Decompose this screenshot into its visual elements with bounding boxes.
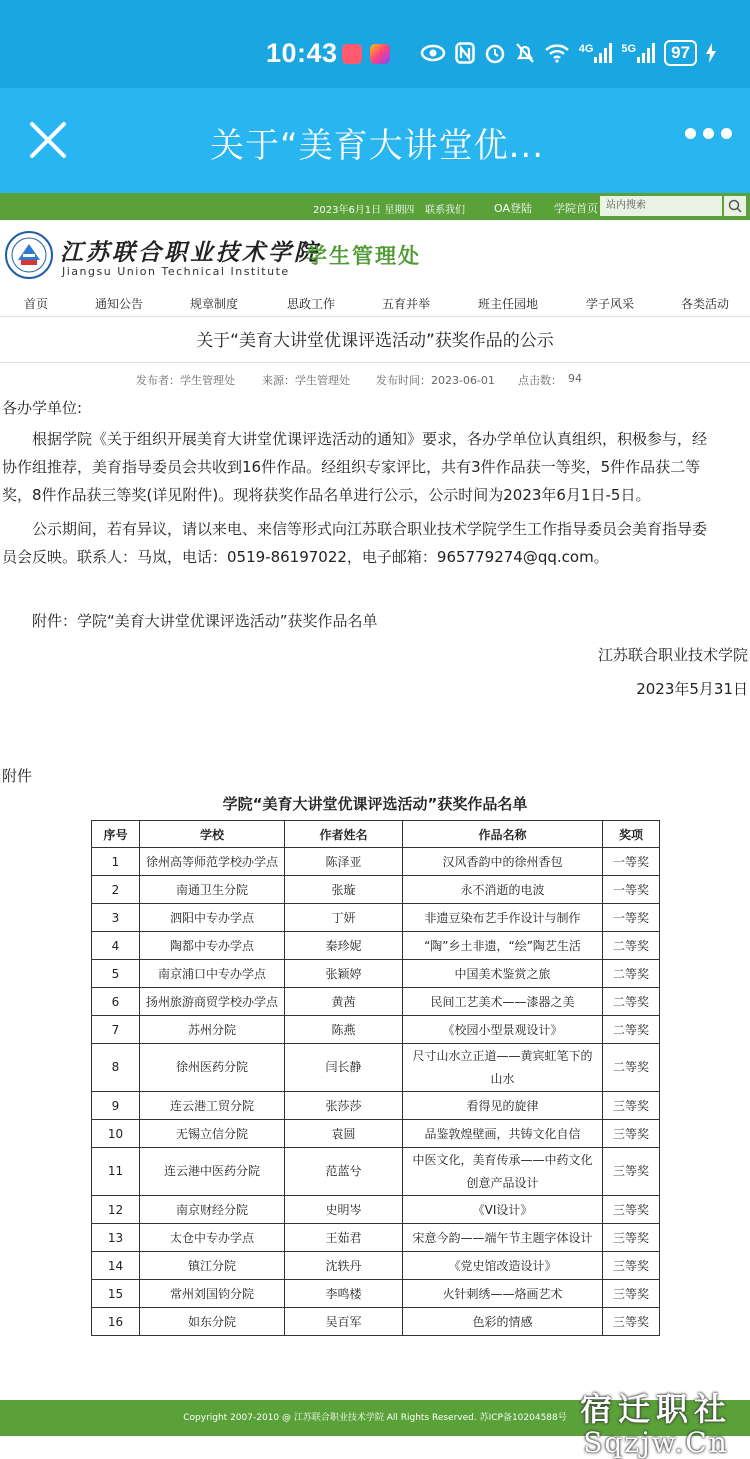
page-title: 关于“美育大讲堂优... bbox=[210, 126, 545, 166]
cell-award: 二等奖 bbox=[603, 1044, 660, 1092]
cell-school: 常州刘国钧分院 bbox=[140, 1280, 285, 1308]
cell-award: 一等奖 bbox=[603, 904, 660, 932]
table-row bbox=[92, 1196, 660, 1224]
meta-clicks: 94 bbox=[568, 372, 582, 385]
cell-school: 南京浦口中专办学点 bbox=[140, 960, 285, 988]
table-header-row bbox=[92, 821, 660, 848]
cell-author: 陈燕 bbox=[285, 1016, 403, 1044]
cell-award: 一等奖 bbox=[603, 848, 660, 876]
cell-index: 7 bbox=[92, 1016, 140, 1044]
cell-award: 三等奖 bbox=[603, 1196, 660, 1224]
cell-index: 12 bbox=[92, 1196, 140, 1224]
col-header-school: 学校 bbox=[140, 821, 285, 848]
notification-app-icon bbox=[370, 44, 390, 64]
meta-source: 来源：学生管理处 bbox=[262, 374, 350, 387]
table-row bbox=[92, 932, 660, 960]
cell-index: 2 bbox=[92, 876, 140, 904]
nav-item-activities[interactable]: 各类活动 bbox=[681, 297, 730, 311]
cell-school: 徐州医药分院 bbox=[140, 1044, 285, 1092]
cell-author: 张莎莎 bbox=[285, 1092, 403, 1120]
watermark-line2: Sqzjw.Cn bbox=[583, 1426, 729, 1459]
college-home-link[interactable]: 学院首页 bbox=[554, 202, 598, 215]
cell-school: 南京财经分院 bbox=[140, 1196, 285, 1224]
col-header-work: 作品名称 bbox=[403, 821, 603, 848]
school-name-cn: 江苏联合职业技术学院 bbox=[60, 239, 320, 266]
meta-publisher: 发布者：学生管理处 bbox=[136, 374, 235, 387]
attachment-label: 附件 bbox=[2, 767, 33, 785]
cell-work: 中国美术鉴赏之旅 bbox=[403, 960, 603, 988]
cell-work: 民间工艺美术——漆器之美 bbox=[403, 988, 603, 1016]
table-row bbox=[92, 960, 660, 988]
cell-school: 扬州旅游商贸学校办学点 bbox=[140, 988, 285, 1016]
mute-icon bbox=[515, 42, 535, 64]
site-footer: Copyright 2007-2010 @ 江苏联合职业技术学院 All Rights Reserved. 苏ICP备10204588号 bbox=[0, 1400, 750, 1436]
oa-login-link[interactable]: OA登陆 bbox=[494, 202, 532, 215]
table-row bbox=[92, 1044, 660, 1092]
cell-author: 闫长静 bbox=[285, 1044, 403, 1092]
table-row bbox=[92, 988, 660, 1016]
cell-school: 陶都中专办学点 bbox=[140, 932, 285, 960]
table-row bbox=[92, 1280, 660, 1308]
search-button[interactable] bbox=[724, 196, 746, 216]
cell-author: 黄茜 bbox=[285, 988, 403, 1016]
cell-award: 三等奖 bbox=[603, 1092, 660, 1120]
battery-indicator: 97 bbox=[664, 40, 697, 66]
current-date: 2023年6月1日 星期四 bbox=[313, 205, 415, 216]
cell-index: 13 bbox=[92, 1224, 140, 1252]
cell-work: 品鉴敦煌壁画，共铸文化自信 bbox=[403, 1120, 603, 1148]
cell-index: 6 bbox=[92, 988, 140, 1016]
signal-4g: 4G bbox=[579, 43, 613, 63]
cell-work: “陶”乡土非遗，“绘”陶艺生活 bbox=[403, 932, 603, 960]
col-header-author: 作者姓名 bbox=[285, 821, 403, 848]
cell-work: 尺寸山水立正道——黄宾虹笔下的山水 bbox=[403, 1044, 603, 1092]
signature: 江苏联合职业技术学院 bbox=[597, 646, 748, 664]
nav-item-home[interactable]: 首页 bbox=[24, 297, 49, 311]
department-name: 学生管理处 bbox=[306, 243, 421, 268]
cell-school: 镇江分院 bbox=[140, 1252, 285, 1280]
table-row bbox=[92, 1148, 660, 1196]
cell-award: 二等奖 bbox=[603, 1016, 660, 1044]
paragraph-line: 公示期间，若有异议，请以来电、来信等形式向江苏联合职业技术学院学生工作指导委员会美育指导委 bbox=[32, 520, 708, 538]
contact-link[interactable]: 联系我们 bbox=[425, 205, 465, 216]
cell-work: 色彩的情感 bbox=[403, 1308, 603, 1336]
cell-work: 火针刺绣——烙画艺术 bbox=[403, 1280, 603, 1308]
cell-author: 范蓝兮 bbox=[285, 1148, 403, 1196]
nav-item-notices[interactable]: 通知公告 bbox=[95, 297, 144, 311]
divider bbox=[0, 316, 750, 317]
cell-index: 16 bbox=[92, 1308, 140, 1336]
cell-work: 《VI设计》 bbox=[403, 1196, 603, 1224]
cell-author: 吴百军 bbox=[285, 1308, 403, 1336]
cell-index: 3 bbox=[92, 904, 140, 932]
site-top-bar bbox=[0, 193, 750, 220]
signal-icon bbox=[637, 43, 655, 63]
cell-index: 10 bbox=[92, 1120, 140, 1148]
divider bbox=[0, 362, 750, 363]
nav-item-regulations[interactable]: 规章制度 bbox=[190, 297, 239, 311]
col-header-index: 序号 bbox=[92, 821, 140, 848]
clock: 10:43 bbox=[266, 38, 338, 68]
cell-school: 苏州分院 bbox=[140, 1016, 285, 1044]
cell-school: 如东分院 bbox=[140, 1308, 285, 1336]
cell-author: 王茹君 bbox=[285, 1224, 403, 1252]
table-row bbox=[92, 1092, 660, 1120]
signal-icon bbox=[594, 43, 612, 63]
cell-school: 连云港中医药分院 bbox=[140, 1148, 285, 1196]
nfc-icon bbox=[455, 42, 475, 64]
main-nav bbox=[0, 292, 750, 314]
cell-school: 徐州高等师范学校办学点 bbox=[140, 848, 285, 876]
cell-work: 看得见的旋律 bbox=[403, 1092, 603, 1120]
cell-author: 袁圆 bbox=[285, 1120, 403, 1148]
site-header bbox=[0, 224, 750, 288]
app-bar bbox=[0, 88, 750, 193]
cell-work: 中医文化，美育传承——中药文化创意产品设计 bbox=[403, 1148, 603, 1196]
table-row bbox=[92, 1224, 660, 1252]
cell-school: 太仓中专办学点 bbox=[140, 1224, 285, 1252]
cell-work: 非遗豆染布艺手作设计与制作 bbox=[403, 904, 603, 932]
cell-award: 一等奖 bbox=[603, 876, 660, 904]
table-row bbox=[92, 1252, 660, 1280]
table-title: 学院“美育大讲堂优课评选活动”获奖作品名单 bbox=[222, 795, 528, 813]
table-row bbox=[92, 848, 660, 876]
eye-icon bbox=[420, 44, 446, 62]
cell-work: 永不消逝的电波 bbox=[403, 876, 603, 904]
cell-work: 宋意今韵——端午节主题字体设计 bbox=[403, 1224, 603, 1252]
cell-work: 汉风香韵中的徐州香包 bbox=[403, 848, 603, 876]
cell-index: 4 bbox=[92, 932, 140, 960]
charging-icon bbox=[706, 43, 716, 63]
alarm-icon bbox=[484, 42, 506, 64]
cell-award: 二等奖 bbox=[603, 932, 660, 960]
nav-item-students[interactable]: 学子风采 bbox=[586, 297, 635, 311]
cell-index: 14 bbox=[92, 1252, 140, 1280]
search-icon bbox=[724, 196, 746, 216]
cell-school: 连云港工贸分院 bbox=[140, 1092, 285, 1120]
cell-award: 三等奖 bbox=[603, 1120, 660, 1148]
more-options-icon[interactable] bbox=[685, 128, 732, 139]
cell-index: 15 bbox=[92, 1280, 140, 1308]
watermark bbox=[580, 1384, 732, 1459]
cell-author: 张璇 bbox=[285, 876, 403, 904]
cell-author: 陈泽亚 bbox=[285, 848, 403, 876]
nav-item-ideology[interactable]: 思政工作 bbox=[287, 297, 336, 311]
cell-school: 南通卫生分院 bbox=[140, 876, 285, 904]
cell-index: 1 bbox=[92, 848, 140, 876]
cell-index: 9 bbox=[92, 1092, 140, 1120]
cell-author: 李鸣楼 bbox=[285, 1280, 403, 1308]
signature-date: 2023年5月31日 bbox=[636, 680, 748, 698]
cell-index: 8 bbox=[92, 1044, 140, 1092]
cell-award: 二等奖 bbox=[603, 988, 660, 1016]
cell-author: 沈轶丹 bbox=[285, 1252, 403, 1280]
col-header-award: 奖项 bbox=[603, 821, 660, 848]
attachment-note: 附件：学院“美育大讲堂优课评选活动”获奖作品名单 bbox=[32, 612, 378, 630]
cell-author: 史明岑 bbox=[285, 1196, 403, 1224]
paragraph-line: 员会反映。联系人：马岚，电话：0519-86197022，电子邮箱：965779274@qq.com。 bbox=[2, 548, 609, 566]
close-icon[interactable] bbox=[28, 120, 68, 160]
salutation: 各办学单位: bbox=[2, 399, 83, 417]
table-row bbox=[92, 1308, 660, 1336]
cell-author: 丁妍 bbox=[285, 904, 403, 932]
meta-time: 发布时间：2023-06-01 bbox=[376, 374, 495, 387]
table-row bbox=[92, 904, 660, 932]
signal-5g: 5G bbox=[621, 43, 655, 63]
article-title: 关于“美育大讲堂优课评选活动”获奖作品的公示 bbox=[196, 331, 554, 351]
paragraph-line: 根据学院《关于组织开展美育大讲堂优课评选活动的通知》要求，各办学单位认真组织，积极参与，经 bbox=[32, 430, 708, 448]
school-logo-icon bbox=[4, 230, 54, 280]
cell-award: 三等奖 bbox=[603, 1148, 660, 1196]
table-row bbox=[92, 1120, 660, 1148]
watermark-line1: 宿迁职社 bbox=[579, 1390, 732, 1428]
table-row bbox=[92, 1016, 660, 1044]
nav-item-headteacher[interactable]: 班主任园地 bbox=[478, 297, 539, 311]
notification-app-icon bbox=[342, 44, 362, 64]
site-search-input[interactable]: 站内搜索 bbox=[600, 196, 722, 216]
cell-author: 秦珍妮 bbox=[285, 932, 403, 960]
cell-index: 5 bbox=[92, 960, 140, 988]
awards-table bbox=[91, 820, 660, 1336]
cell-award: 三等奖 bbox=[603, 1224, 660, 1252]
cell-school: 无锡立信分院 bbox=[140, 1120, 285, 1148]
cell-award: 三等奖 bbox=[603, 1252, 660, 1280]
cell-award: 二等奖 bbox=[603, 960, 660, 988]
paragraph-line: 奖，8件作品获三等奖(详见附件)。现将获奖作品名单进行公示，公示时间为2023年6月1日-5日。 bbox=[2, 486, 651, 504]
cell-work: 《校园小型景观设计》 bbox=[403, 1016, 603, 1044]
cell-school: 泗阳中专办学点 bbox=[140, 904, 285, 932]
school-name-en: Jiangsu Union Technical Institute bbox=[62, 265, 290, 278]
cell-award: 三等奖 bbox=[603, 1280, 660, 1308]
table-row bbox=[92, 876, 660, 904]
status-bar bbox=[0, 0, 750, 88]
paragraph-line: 协作组推荐，美育指导委员会共收到16件作品。经组织专家评比，共有3件作品获一等奖，5件作品获二等 bbox=[2, 458, 701, 476]
cell-work: 《党史馆改造设计》 bbox=[403, 1252, 603, 1280]
cell-author: 张颖婷 bbox=[285, 960, 403, 988]
status-icons bbox=[420, 40, 716, 66]
cell-index: 11 bbox=[92, 1148, 140, 1196]
wifi-icon bbox=[544, 43, 570, 63]
cell-award: 三等奖 bbox=[603, 1308, 660, 1336]
meta-clicks-label: 点击数： bbox=[518, 374, 562, 387]
nav-item-five-education[interactable]: 五育并举 bbox=[382, 297, 431, 311]
